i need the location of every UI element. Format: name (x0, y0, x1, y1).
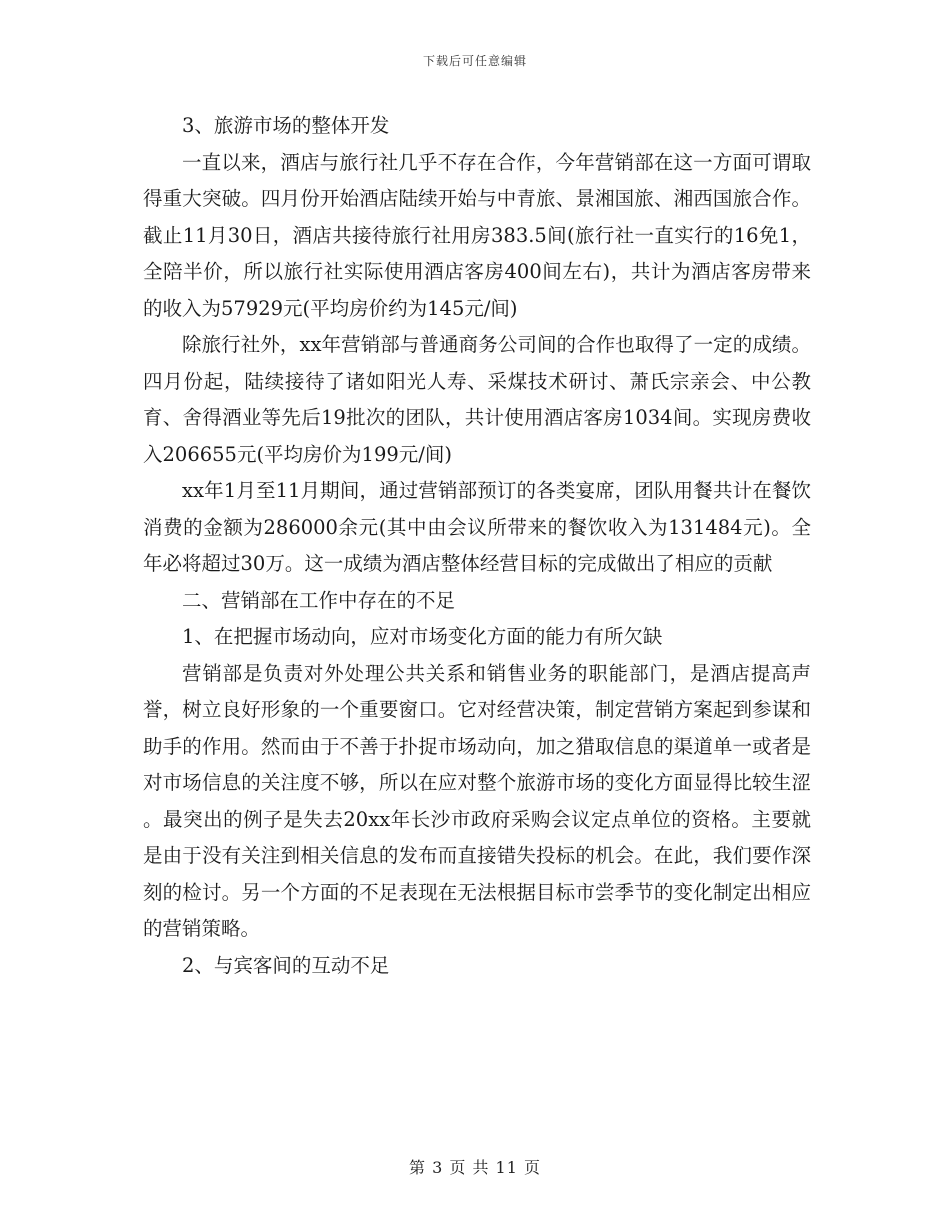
paragraph-catering: xx年1月至11月期间，通过营销部预订的各类宴席，团队用餐共计在餐饮消费的金额为286000余元(其中由会议所带来的餐饮收入为131484元)。全年必将超过30万。这一成绩为酒店整体经营目标的完成做出了相应的贡献 (143, 479, 811, 575)
paragraph-business-companies: 除旅行社外，xx年营销部与普通商务公司间的合作也取得了一定的成绩。四月份起，陆续接待了诸如阳光人寿、采煤技术研讨、萧氏宗亲会、中公教育、舍得酒业等先后19批次的团队，共计使用酒店客房1034间。实现房费收入206655元(平均房价为199元/间) (143, 333, 811, 466)
document-body (143, 108, 818, 984)
paragraph-marketing-department: 营销部是负责对外处理公共关系和销售业务的职能部门，是酒店提高声誉，树立良好形象的一个重要窗口。它对经营决策，制定营销方案起到参谋和助手的作用。然而由于不善于扑捉市场动向，加之猎取信息的渠道单一或者是对市场信息的关注度不够，所以在应对整个旅游市场的变化方面显得比较生涩 。最突出的例子是失去20xx年长沙市政府采购会议定点单位的资格。主要就是由于没有关注到相关信息的发布而直接错失投标的机会。在此，我们要作深刻的检讨。另一个方面的不足表现在无法根据目标市尝季节的变化制定出相应的营销策略。 (143, 661, 818, 940)
paragraph-travel-agency: 一直以来，酒店与旅行社几乎不存在合作，今年营销部在这一方面可谓取得重大突破。四月份开始酒店陆续开始与中青旅、景湘国旅、湘西国旅合作。截止11月30日，酒店共接待旅行社用房383.5间(旅行社一直实行的16免1，全陪半价，所以旅行社实际使用酒店客房400间左右)，共计为酒店客房带来的收入为57929元(平均房价约为145元/间) (143, 150, 811, 320)
page-footer: 第 3 页 共 11 页 (409, 1158, 541, 1177)
subheading-market-trends: 1、在把握市场动向，应对市场变化方面的能力有所欠缺 (182, 625, 663, 648)
page-header: 下载后可任意编辑 (422, 54, 527, 68)
section-heading-tourism-market: 3、旅游市场的整体开发 (182, 114, 390, 137)
subheading-guest-interaction: 2、与宾客间的互动不足 (182, 953, 390, 977)
section-heading-shortcomings: 二、营销部在工作中存在的不足 (182, 588, 456, 612)
